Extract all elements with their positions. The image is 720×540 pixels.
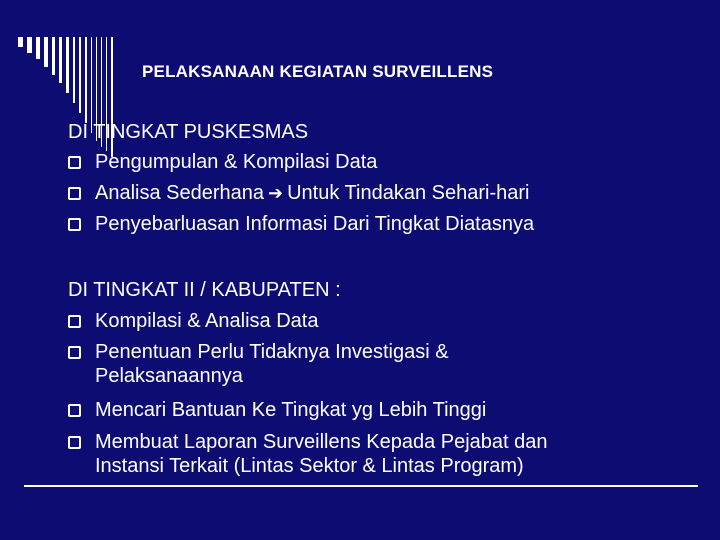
right-arrow-icon: ➔ — [268, 183, 284, 203]
slide: PELAKSANAAN KEGIATAN SURVEILLENS DI TINGKAT PUSKESMAS Pengumpulan & Kompilasi Data Analisa Sederhana ➔ Untuk Tindakan Sehari-hari Penyebarluasan Informasi Dari Tingkat Diatasnya DI TINGKAT II / KABUPATEN : Kompilasi & Analisa Data Penentuan Perlu Tidaknya Investigasi & Pelaksanaannya Mencari Bantuan Ke Tingkat yg Lebih Tinggi Membuat Laporan Surveillens Kepada Pejabat dan Instansi Terkait (Lintas Sektor & Lintas Program) — [0, 0, 720, 540]
square-bullet-icon — [68, 156, 81, 169]
slide-title: PELAKSANAAN KEGIATAN SURVEILLENS — [142, 62, 494, 81]
square-bullet-icon — [68, 404, 81, 417]
square-bullet-icon — [68, 346, 81, 359]
footer-divider — [24, 485, 698, 487]
square-bullet-icon — [68, 315, 81, 328]
square-bullet-icon — [68, 218, 81, 231]
section-heading-puskesmas: DI TINGKAT PUSKESMAS — [68, 121, 309, 143]
section-heading-kabupaten: DI TINGKAT II / KABUPATEN : — [68, 279, 341, 301]
square-bullet-icon — [68, 436, 81, 449]
square-bullet-icon — [68, 187, 81, 200]
